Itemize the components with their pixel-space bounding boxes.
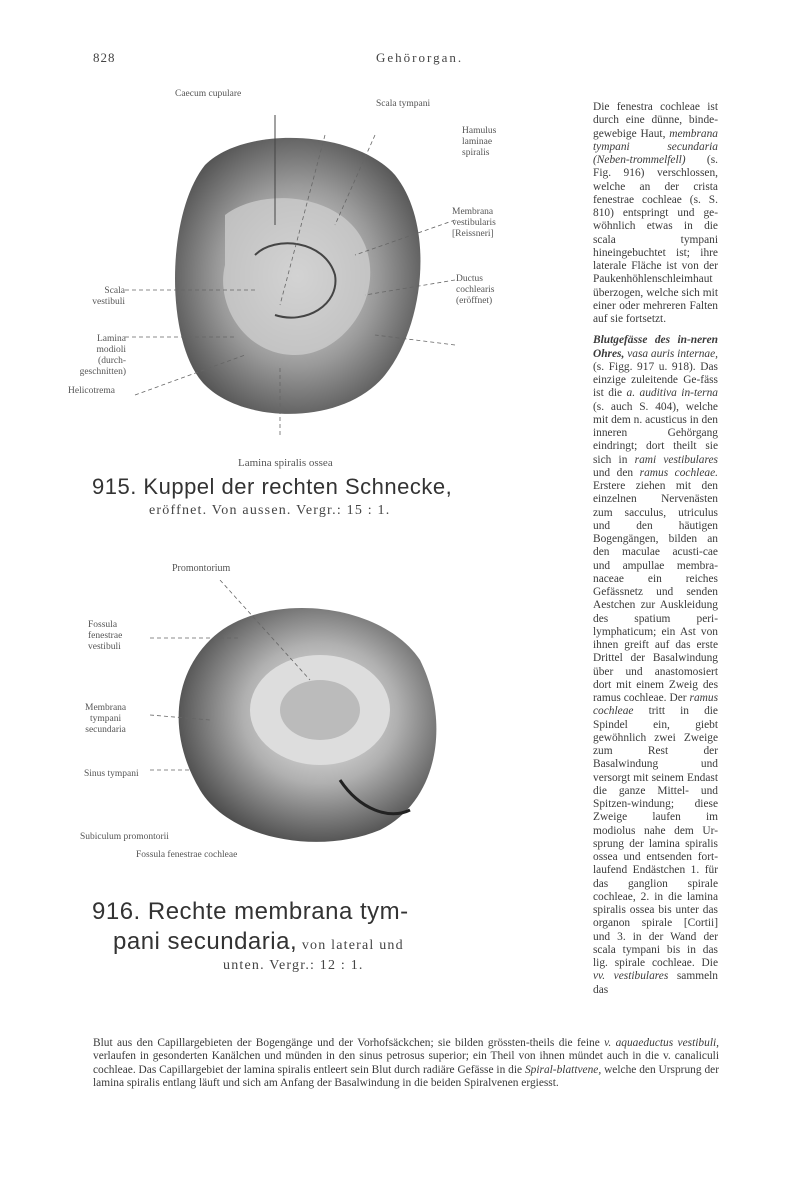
italic-term: ramus cochleae (593, 692, 718, 718)
text-span: und den (593, 466, 640, 479)
right-column-text (593, 101, 718, 997)
label-sinus-tympani: Sinus tympani (84, 769, 139, 779)
page-number: 828 (93, 50, 116, 65)
figure-916-illustration (150, 580, 455, 850)
figure-916-caption-tail: von lateral und (297, 938, 404, 953)
label-promontorium: Promontorium (172, 563, 231, 574)
italic-term: a. auditiva in-terna (626, 387, 718, 400)
italic-term: v. aquaeductus vestibuli, (604, 1037, 719, 1049)
figure-916-caption-line2 (113, 928, 404, 956)
text-span: (s. auch S. 404), welche mit dem n. acusticus in den inneren Gehörgang eindringt; dort theilt sie sich in (593, 400, 718, 466)
running-head: Gehörorgan. (376, 50, 464, 65)
text-span: Blut aus den Capillargebieten der Bogengänge und der Vorhofsäckchen; sie bilden grössten-theils die feine (93, 1037, 605, 1049)
label-membrana-vestibularis: Membrana vestibularis [Reissneri] (452, 207, 496, 239)
figure-915-caption-title: 915. Kuppel der rechten Schnecke, (92, 474, 453, 499)
label-scala-tympani: Scala tympani (376, 99, 431, 109)
section-heading: Blutgefässe des in-neren Ohres, (593, 334, 718, 360)
text-span: (s. Fig. 916) verschlossen, welche an der crista fenestrae cochleae (s. S. 810) entspringt und ge-wöhnlich etwas in die scala tympani hineingebuchtet ist; ihre laterale Fläche ist von der Paukenhöhlenschleimhaut überzogen, welche sich mit einer oder mehreren Falten auf sie fortsetzt. (593, 154, 718, 325)
label-hamulus: Hamulus laminae spiralis (462, 126, 497, 158)
label-lamina-spiralis-ossea: Lamina spiralis ossea (238, 457, 333, 469)
label-membrana-tympani-secundaria: Membrana tympani secundaria (85, 703, 127, 735)
figure-916-caption-subtitle: unten. Vergr.: 12 : 1. (223, 958, 364, 973)
label-caecum-cupulare: Caecum cupulare (175, 89, 242, 99)
text-span: Erstere ziehen mit den einzelnen Nervenästen zum sacculus, utriculus und den häutigen Bogengängen, bilden an den maculae acusti-cae und ampullae membra-naceae ein reiches Gefässnetz und senden Aestchen zur Auskleidung des spatium peri-lymphaticum; ein Ast von ihnen greift auf das erste Drittel der Basalwindung über und anastomosiert dort mit einem Zweig des ramus cochleae. Der (593, 480, 718, 704)
text-span: verlaufen in gesonderten Kanälchen und münden in den sinus petrosus superior; ein Theil von ihnen mündet auch in die v. canaliculi cochleae. Das Capillargebiet der lamina spiralis entleert sein Blut durch radiäre Gefässe in die (93, 1050, 719, 1076)
paragraph-blutgefaesse (593, 334, 718, 997)
label-lamina-modioli: Lamina modioli (durch- geschnitten) (79, 334, 126, 377)
figure-915-caption-subtitle: eröffnet. Von aussen. Vergr.: 15 : 1. (149, 503, 391, 518)
italic-term: ramus cochleae. (639, 466, 718, 479)
figure-915-illustration (125, 105, 460, 445)
text-span: (s. Figg. 917 u. 918). Das einzige zuleitende Ge-fäss ist die (593, 360, 718, 400)
bottom-paragraph (93, 1037, 719, 1090)
figure-916-caption-title-b: pani secundaria, (113, 928, 298, 955)
italic-term: rami vestibulares (634, 453, 718, 466)
italic-term: vv. vestibulares (593, 970, 669, 983)
text-span: tritt in die Spindel ein, giebt gewöhnlich zwei Zweige zum Rest der Basalwindung und versorgt mit seinem Endast die ganze Mittel- und Spitzen-windung; diese Zweige laufen im modiolus nahe dem Ur-sprung der lamina spiralis ossea und entsenden fort-laufend Endästchen 1. für das ganglion spirale cochleae, 2. in die lamina spiralis ossea bis unter das organon spirale [Cortii] und 3. in der Wand der scala tympani bis in das lig. spirale cochleae. Die (593, 705, 718, 969)
italic-term: vasa auris internae, (624, 347, 718, 360)
text-span: welche den Ursprung der lamina spiralis entlang läuft und sich am Anfang der Basalwindung in die beiden Spiralvenen ergiesst. (93, 1063, 719, 1089)
label-fossula-fenestrae-vestibuli: Fossula fenestrae vestibuli (88, 620, 123, 652)
label-helicotrema: Helicotrema (68, 386, 115, 396)
figure-916-caption-title-a: 916. Rechte membrana tym- (92, 898, 409, 925)
italic-term: Spiral-blattvene, (524, 1063, 602, 1076)
label-ductus-cochlearis: Ductus cochlearis (eröffnet) (456, 274, 495, 306)
italic-term: membrana tympani secundaria (Neben-trommelfell) (593, 127, 718, 166)
text-span: Die fenestra cochleae ist durch eine dünne, binde-gewebige Haut, (593, 101, 718, 140)
label-scala-vestibuli: Scala vestibuli (92, 286, 125, 307)
label-subiculum-promontorii: Subiculum promontorii (80, 832, 169, 842)
text-span: sammeln das (593, 970, 718, 996)
paragraph-fenestra-cochleae (593, 101, 718, 326)
label-fossula-fenestrae-cochleae: Fossula fenestrae cochleae (136, 850, 238, 860)
